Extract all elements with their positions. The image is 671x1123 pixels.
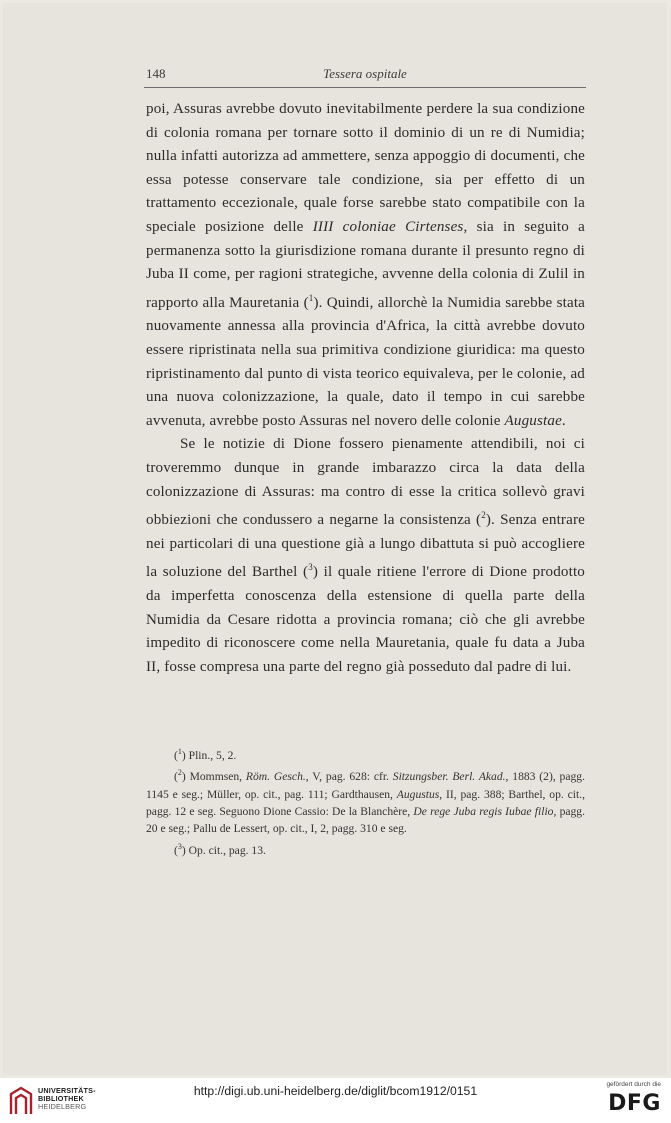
main-text	[146, 98, 585, 679]
permalink-url[interactable]: http://digi.ub.uni-heidelberg.de/diglit/bcom1912/0151	[193, 1084, 478, 1098]
running-title: Tessera ospitale	[323, 66, 407, 81]
library-name: UNIVERSITÄTS- BIBLIOTHEK HEIDELBERG	[38, 1086, 96, 1111]
dfg-logo: DFG	[608, 1091, 661, 1116]
italic-term: IIII coloniae Cirtenses	[312, 218, 464, 235]
footnote-1: ($^1$) Plin., 5, 2.	[174, 747, 237, 762]
footnotes	[146, 743, 585, 859]
paragraph-1: poi, Assuras avrebbe dovuto inevitabilmente perdere la sua condizione di colonia romana per tornare sotto il dominio di un re di Numidia; nulla infatti autorizza ad ammettere, senza appoggio di documenti, che essa potesse conservare tale condizione, sia per effetto di un trattamento eccezionale, quale forse sarebbe stato compatibile con la speciale posizione delle IIII coloniae Cirtenses, sia in seguito a permanenza sotto la giurisdizione romana durante il presunto regno di Juba II come, per ragioni strategiche, avvenne della colonia di Zulil in rapporto alla Mauretania ($^1$). Quindi, allorchè la Numidia sarebbe stata nuovamente annessa alla provincia d'Africa, la città avrebbe dovuto essere ripristinata nella sua primitiva condizione giuridica: ma questo ripristinamento dal punto di vista teorico equivaleva, per le colonie, ad una nuova colonizzazione, la quale, dato il tempo in cui sarebbe avvenuta, avrebbe posto Assuras nel novero delle colonie Augustae.	[146, 101, 586, 429]
footnote-ref-1: 1	[308, 292, 314, 303]
footnote-ref-2: 2	[481, 510, 486, 521]
page-number: 148	[146, 66, 166, 81]
sponsor-note: gefördert durch die	[606, 1081, 661, 1088]
footnote-ref-3: 3	[308, 562, 313, 573]
footnote-2: ($^2$) Mommsen, Röm. Gesch., V, pag. 628: cfr. Sitzungsber. Berl. Akad., 1883 (2), pagg. 1145 e seg.; Müller, op. cit., pag. 111; Gardthausen, Augustus, II, pag. 388; Barthel, op. cit., pagg. 12 e seg. Seguono Dione Cassio: De la Blanchère, De rege Juba regis Iubae filio, pagg. 20 e seg.; Pallu de Lessert, op. cit., I, 2, pagg. 310 e seg.	[146, 768, 586, 836]
viewer-footer	[0, 1078, 671, 1123]
paragraph-2: Se le notizie di Dione fossero pienamente attendibili, noi ci troveremmo dunque in grande imbarazzo circa la data della colonizzazione di Assuras: ma contro di esse la critica sollevò gravi obbiezioni che condussero a negarne la consistenza ($^2$). Senza entrare nei particolari di una questione già a lungo dibattuta si può accogliere la soluzione del Barthel ($^3$) il quale ritiene l'errore di Dione prodotto da imperfetta conoscenza della estensione di quella parte della Numidia da Cesare ridotta a provincia romana; ciò che gli avrebbe impedito di riconoscere come nella Mauretania, quale fu data a Juba II, fosse compresa una parte del regno già posseduto dal padre di lui.	[146, 436, 585, 675]
italic-term: Augustae	[504, 412, 562, 429]
header-rule	[144, 87, 586, 88]
page-header	[146, 66, 584, 84]
footnote-3: ($^3$) Op. cit., pag. 13.	[174, 841, 266, 857]
